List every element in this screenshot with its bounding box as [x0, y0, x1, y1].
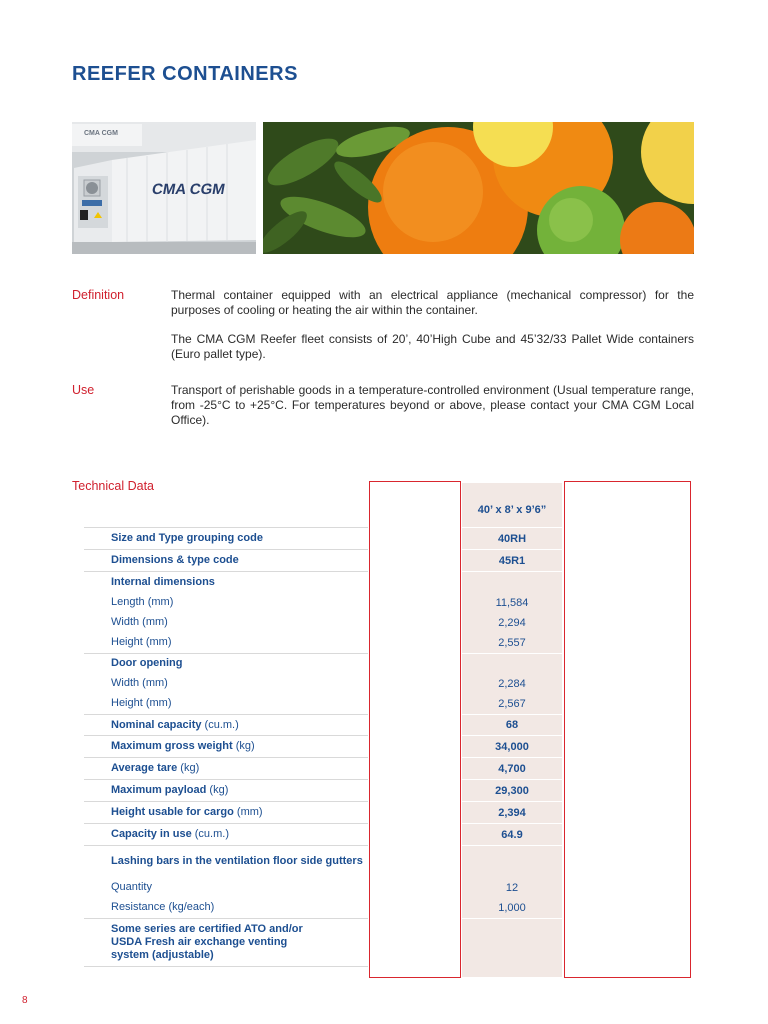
- row-label: Capacity in use: [111, 828, 192, 840]
- definition-fleet-text: The CMA CGM Reefer fleet consists of 20’, 40’High Cube and 45’32/33 Pallet Wide containers (Euro pallet type).: [171, 332, 694, 361]
- row-value: 2,394: [462, 802, 562, 824]
- row-value: 12: [505, 881, 519, 894]
- citrus-fruit-photo: [263, 122, 694, 254]
- reefer-container-photo: [72, 122, 256, 254]
- row-value: 2,567: [498, 697, 526, 710]
- row-unit: (cu.m.): [201, 718, 239, 731]
- empty-column-box-left: [369, 481, 461, 978]
- use-text: Transport of perishable goods in a temperature-controlled environment (Usual temperature range, from -25°C to +25°C. For temperatures beyond or above, please contact your CMA CGM Local Office).: [171, 383, 694, 427]
- page-title: REEFER CONTAINERS: [72, 63, 298, 85]
- row-unit: (mm): [233, 806, 263, 818]
- row-value: 45R1: [462, 550, 562, 572]
- row-value: 11,584: [495, 596, 529, 609]
- container-brand-small: CMA CGM: [84, 130, 118, 137]
- row-value: 68: [462, 715, 562, 736]
- row-value: 2,557: [498, 636, 526, 649]
- use-label: Use: [72, 383, 95, 397]
- container-brand-logo: CMA CGM: [150, 181, 227, 198]
- row-label: Dimensions & type code: [84, 550, 368, 572]
- row-label: Length (mm): [111, 596, 174, 608]
- definition-text: Thermal container equipped with an electrical appliance (mechanical compressor) for the purposes of cooling or heating the air within the container.: [171, 288, 694, 317]
- row-value: 2,284: [498, 677, 526, 690]
- row-value: 1,000: [498, 901, 526, 914]
- row-unit: (kg): [177, 762, 200, 774]
- row-value: [462, 654, 562, 674]
- row-value: 2,294: [498, 616, 526, 629]
- row-label: Door opening: [84, 654, 368, 674]
- row-label: Width (mm): [111, 616, 168, 628]
- row-label: Height (mm): [111, 697, 172, 710]
- row-value: [462, 572, 562, 593]
- row-value: 29,300: [462, 780, 562, 802]
- row-label: Quantity: [111, 881, 152, 893]
- row-label: Internal dimensions: [84, 572, 368, 593]
- page-number: 8: [22, 995, 28, 1006]
- column-header: 40’ x 8’ x 9’6”: [477, 504, 547, 516]
- row-label: Resistance (kg/each): [111, 901, 215, 914]
- row-label: Height usable for cargo: [111, 806, 234, 818]
- row-unit: (kg): [232, 740, 255, 752]
- row-value: 64.9: [462, 824, 562, 846]
- spec-value-table: [462, 527, 562, 967]
- row-value: 34,000: [462, 736, 562, 758]
- row-unit: (kg): [206, 784, 229, 796]
- row-label: Lashing bars in the ventilation floor side gutters: [84, 846, 368, 878]
- row-unit: (cu.m.): [191, 828, 229, 840]
- row-value: [462, 919, 562, 967]
- row-value: [462, 846, 562, 878]
- row-label: Nominal capacity: [111, 718, 202, 731]
- row-label: Height (mm): [111, 636, 172, 649]
- spec-label-table: [84, 527, 368, 967]
- row-label: Maximum payload: [111, 784, 207, 796]
- row-label: Maximum gross weight: [111, 740, 233, 752]
- empty-column-box-right: [564, 481, 691, 978]
- row-value: 4,700: [462, 758, 562, 780]
- row-value: 40RH: [462, 528, 562, 550]
- row-label: Some series are certified ATO and/or USDA Fresh air exchange venting system (adjustable): [84, 919, 368, 967]
- definition-label: Definition: [72, 288, 125, 302]
- row-label: Average tare: [111, 762, 178, 774]
- technical-data-label: Technical Data: [72, 479, 154, 493]
- row-label: Size and Type grouping code: [84, 528, 368, 550]
- row-label: Width (mm): [111, 677, 168, 689]
